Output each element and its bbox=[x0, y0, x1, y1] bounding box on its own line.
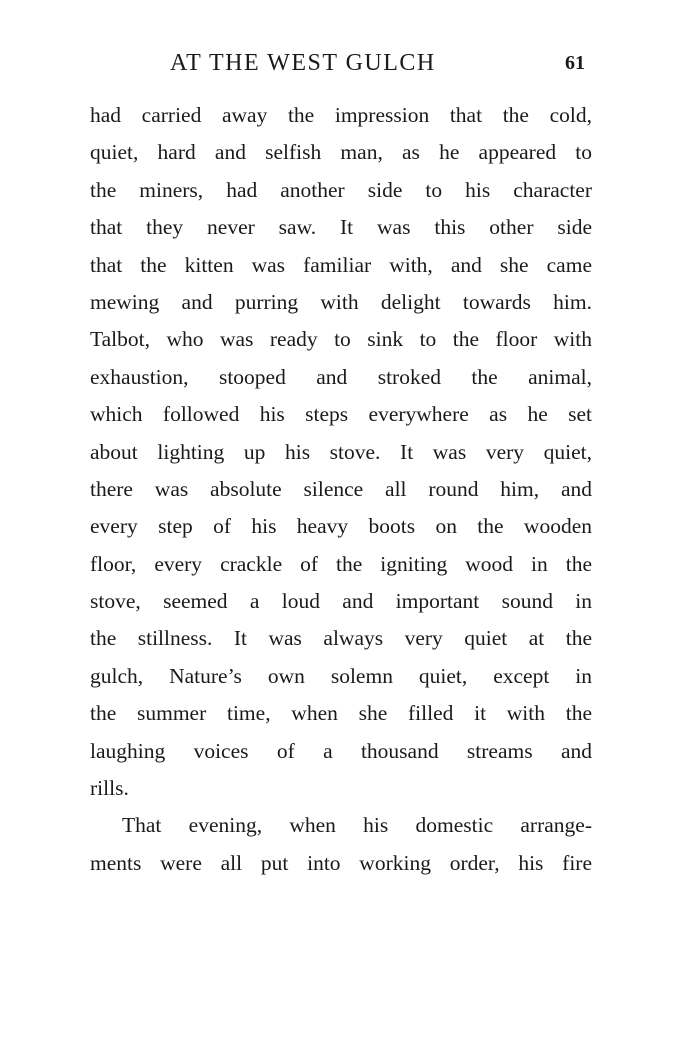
text-line: had carried away the impression that the cold, bbox=[90, 103, 592, 127]
text-line: every step of his heavy boots on the wooden bbox=[90, 514, 592, 539]
text-line: about lighting up his stove. It was very quiet, bbox=[90, 439, 592, 464]
paragraph-end-line: rills. bbox=[90, 776, 129, 801]
text-line: floor, every crackle of the igniting wood in the bbox=[90, 551, 592, 576]
running-head: AT THE WEST GULCH bbox=[170, 50, 436, 76]
body-text bbox=[90, 97, 592, 882]
text-line: the stillness. It was always very quiet at the bbox=[90, 626, 592, 651]
text-line: Talbot, who was ready to sink to the floor with bbox=[90, 327, 592, 352]
text-line: gulch, Nature’s own solemn quiet, except in bbox=[90, 663, 592, 688]
text-line: the miners, had another side to his character bbox=[90, 177, 592, 202]
text-line: the summer time, when she filled it with the bbox=[90, 701, 592, 726]
page-number: 61 bbox=[565, 52, 585, 74]
text-line: laughing voices of a thousand streams and bbox=[90, 738, 592, 763]
text-line: that the kitten was familiar with, and she came bbox=[90, 252, 592, 277]
text-line: mewing and purring with delight towards him. bbox=[90, 289, 592, 314]
text-line: there was absolute silence all round him, and bbox=[90, 476, 592, 501]
text-line: stove, seemed a loud and important sound in bbox=[90, 589, 592, 614]
text-line: which followed his steps everywhere as he set bbox=[90, 402, 592, 427]
text-line: that they never saw. It was this other side bbox=[90, 215, 592, 240]
page-header bbox=[0, 50, 692, 80]
text-line: ments were all put into working order, his fire bbox=[90, 850, 592, 875]
text-line: exhaustion, stooped and stroked the animal, bbox=[90, 364, 592, 389]
text-line: quiet, hard and selfish man, as he appeared to bbox=[90, 140, 592, 165]
paragraph-start-line: That evening, when his domestic arrange- bbox=[122, 813, 592, 838]
